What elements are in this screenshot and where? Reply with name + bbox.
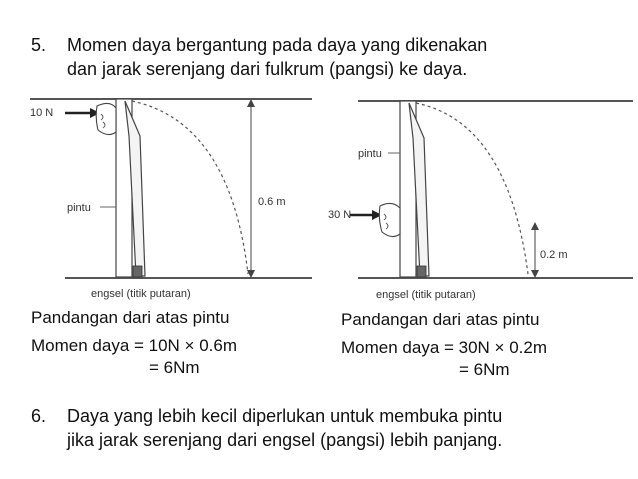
right-door-label: pintu [358, 148, 382, 160]
point-6-line-2: jika jarak serenjang dari engsel (pangsi) lebih panjang. [67, 430, 503, 450]
left-swing-arc [132, 101, 248, 274]
right-hand-icon [379, 203, 400, 236]
right-distance-label: 0.2 m [540, 249, 568, 261]
point-6-text [67, 404, 502, 452]
point-5-text [67, 33, 487, 81]
left-caption-block [31, 307, 237, 379]
point-5-line-1: Momen daya bergantung pada daya yang dikenakan [67, 35, 488, 55]
right-hinge-label: engsel (titik putaran) [376, 289, 476, 301]
left-hinge-icon [133, 266, 142, 277]
right-measure-arrow-top [531, 222, 539, 230]
right-hinge-icon [417, 266, 426, 277]
left-moment-line-1: Momen daya = 10N × 0.6m [31, 336, 238, 355]
point-5-line-2: dan jarak serenjang dari fulkrum (pangsi) ke daya. [67, 59, 468, 79]
right-caption: Pandangan dari atas pintu [341, 310, 540, 329]
point-5-number: 5. [31, 35, 47, 55]
right-door-diagram [318, 92, 638, 304]
right-swing-arc [416, 103, 528, 274]
left-distance-label: 0.6 m [258, 196, 286, 208]
left-measure-arrow-bottom [247, 270, 255, 278]
right-force-label: 30 N [328, 209, 352, 221]
left-hand-icon [96, 103, 116, 134]
right-moment-line-2: = 6Nm [459, 360, 510, 379]
left-force-label: 10 N [30, 107, 54, 119]
right-measure-arrow-bottom [531, 270, 539, 278]
right-caption-block [341, 309, 547, 381]
left-moment-line-2: = 6Nm [149, 358, 200, 377]
left-door-diagram [0, 92, 318, 304]
right-moment-line-1: Momen daya = 30N × 0.2m [341, 338, 548, 357]
left-door-label: pintu [67, 202, 91, 214]
left-hinge-label: engsel (titik putaran) [91, 288, 191, 300]
point-6-number: 6. [31, 406, 47, 426]
right-diagram-svg [318, 92, 638, 304]
left-diagram-svg [0, 92, 318, 304]
point-6-line-1: Daya yang lebih kecil diperlukan untuk membuka pintu [67, 406, 503, 426]
left-caption: Pandangan dari atas pintu [31, 308, 230, 327]
left-measure-arrow-top [247, 99, 255, 107]
